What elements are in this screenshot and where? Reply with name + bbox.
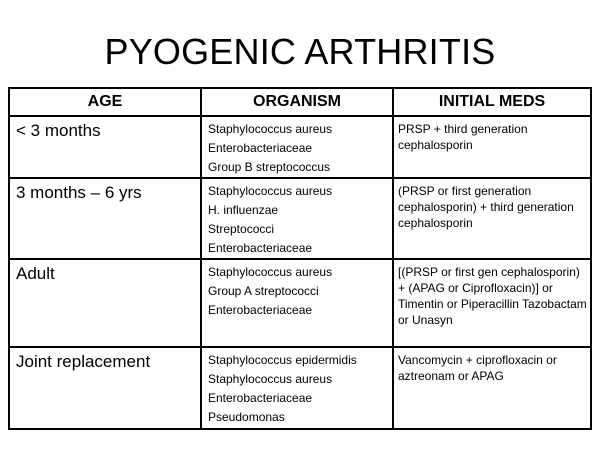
organism-item: Staphylococcus aureus bbox=[208, 265, 333, 279]
organism-item: Enterobacteriaceae bbox=[208, 241, 313, 255]
organism-item: Enterobacteriaceae bbox=[208, 141, 313, 155]
age-cell: 3 months – 6 yrs bbox=[9, 178, 201, 259]
organism-item: Group A streptococci bbox=[208, 284, 319, 298]
age-cell: < 3 months bbox=[9, 116, 201, 178]
organism-cell bbox=[201, 178, 393, 259]
meds-cell bbox=[393, 116, 591, 178]
age-cell: Adult bbox=[9, 259, 201, 347]
page-title: PYOGENIC ARTHRITIS bbox=[104, 31, 496, 72]
organism-item: Staphylococcus aureus bbox=[208, 184, 333, 198]
table-row bbox=[9, 259, 591, 347]
organism-item: Pseudomonas bbox=[208, 410, 285, 424]
organism-cell bbox=[201, 347, 393, 429]
treatment-table bbox=[8, 87, 592, 430]
header-initial-meds: INITIAL MEDS bbox=[393, 88, 591, 116]
age-cell: Joint replacement bbox=[9, 347, 201, 429]
organism-item: H. influenzae bbox=[208, 203, 279, 217]
meds-cell bbox=[393, 347, 591, 429]
table-row bbox=[9, 178, 591, 259]
table-row bbox=[9, 347, 591, 429]
meds-text: [(PRSP or first gen cephalosporin) + (APAG or Ciprofloxacin)] or Timentin or Piperacillin Tazobactam or Unasyn bbox=[398, 265, 587, 327]
header-age: AGE bbox=[9, 88, 201, 116]
table-header-row bbox=[9, 88, 591, 116]
organism-item: Group B streptococcus bbox=[208, 160, 331, 174]
organism-cell bbox=[201, 116, 393, 178]
organism-cell bbox=[201, 259, 393, 347]
organism-item: Staphylococcus epidermidis bbox=[208, 353, 357, 367]
organism-item: Streptococci bbox=[208, 222, 275, 236]
header-organism: ORGANISM bbox=[201, 88, 393, 116]
organism-item: Staphylococcus aureus bbox=[208, 122, 333, 136]
organism-item: Enterobacteriaceae bbox=[208, 303, 313, 317]
meds-text: Vancomycin + ciprofloxacin or aztreonam or APAG bbox=[398, 353, 557, 383]
organism-item: Staphylococcus aureus bbox=[208, 372, 333, 386]
meds-cell bbox=[393, 178, 591, 259]
organism-item: Enterobacteriaceae bbox=[208, 391, 313, 405]
meds-text: (PRSP or first generation cephalosporin) + third generation cephalosporin bbox=[398, 184, 574, 230]
table-row bbox=[9, 116, 591, 178]
meds-text: PRSP + third generation cephalosporin bbox=[398, 122, 528, 152]
meds-cell bbox=[393, 259, 591, 347]
